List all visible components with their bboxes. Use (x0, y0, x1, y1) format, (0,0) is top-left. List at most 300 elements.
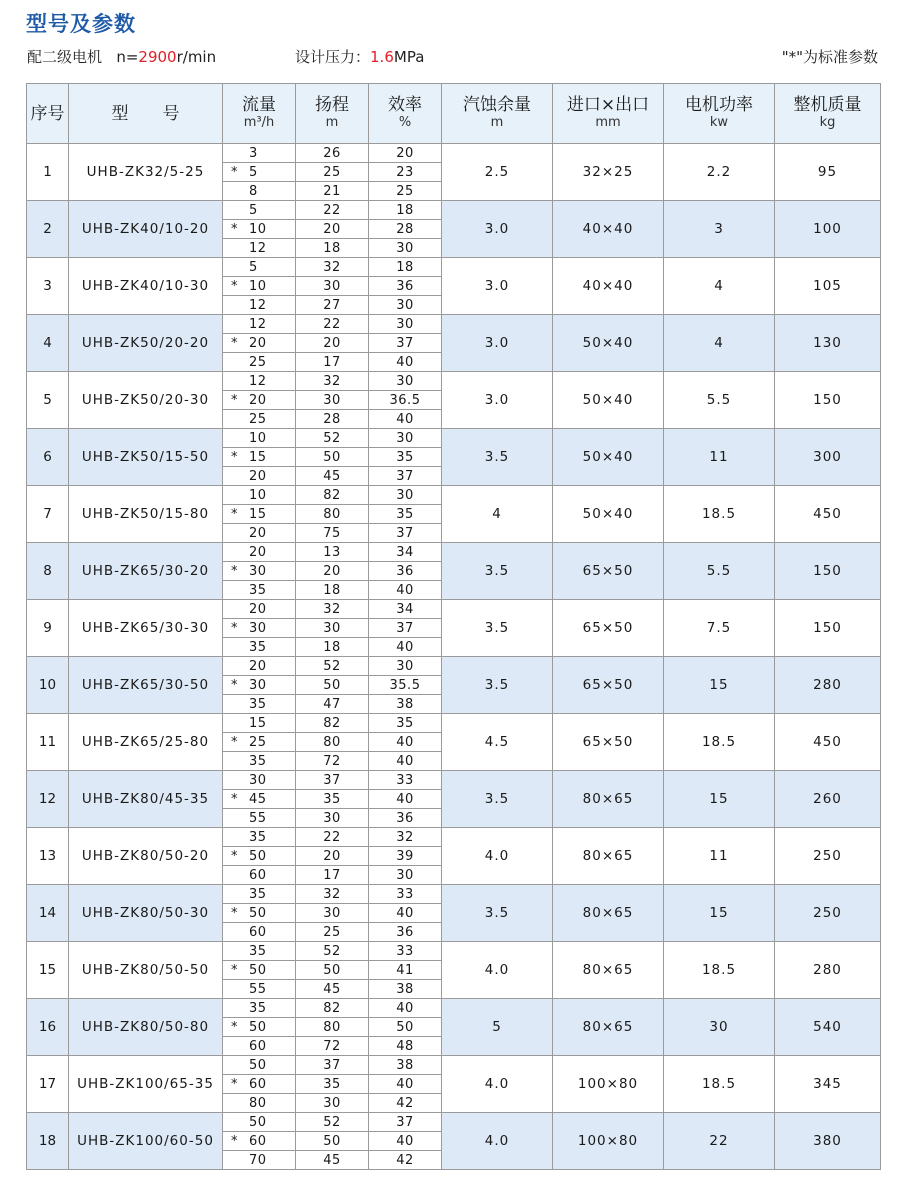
head-cell: 82 (296, 714, 369, 733)
motor-label: 配二级电机 (27, 48, 103, 66)
head-cell: 80 (296, 733, 369, 752)
flow-cell (223, 258, 296, 277)
header-npsh (442, 84, 553, 144)
head-cell: 50 (296, 676, 369, 695)
ports-cell: 100×80 (553, 1056, 664, 1113)
header-model-label: 型 号 (111, 103, 180, 124)
head-cell: 27 (296, 296, 369, 315)
mass-cell: 300 (775, 429, 881, 486)
head-cell: 82 (296, 486, 369, 505)
flow-cell (223, 866, 296, 885)
flow-cell (223, 904, 296, 923)
efficiency-cell: 32 (369, 828, 442, 847)
power-cell: 22 (664, 1113, 775, 1170)
table-row (27, 1056, 881, 1075)
table-row (27, 201, 881, 220)
flow-cell (223, 733, 296, 752)
head-cell: 37 (296, 771, 369, 790)
flow-value: 50 (249, 1114, 267, 1130)
mass-cell: 100 (775, 201, 881, 258)
head-cell: 28 (296, 410, 369, 429)
power-cell: 3 (664, 201, 775, 258)
flow-value: 20 (249, 392, 267, 408)
efficiency-cell: 35 (369, 448, 442, 467)
mass-cell: 130 (775, 315, 881, 372)
flow-value: 35 (249, 829, 267, 845)
flow-cell (223, 790, 296, 809)
model-cell: UHB-ZK65/30-30 (69, 600, 223, 657)
npsh-cell: 3.5 (442, 543, 553, 600)
ports-cell: 65×50 (553, 714, 664, 771)
efficiency-cell: 28 (369, 220, 442, 239)
flow-value: 55 (249, 810, 267, 826)
model-cell: UHB-ZK80/50-30 (69, 885, 223, 942)
head-cell: 22 (296, 201, 369, 220)
flow-value: 35 (249, 1000, 267, 1016)
flow-value: 20 (249, 335, 267, 351)
flow-cell (223, 144, 296, 163)
pressure-value: 1.6 (370, 48, 394, 66)
efficiency-cell: 18 (369, 201, 442, 220)
power-cell: 4 (664, 258, 775, 315)
head-cell: 20 (296, 334, 369, 353)
efficiency-cell: 40 (369, 353, 442, 372)
table-row (27, 600, 881, 619)
efficiency-cell: 18 (369, 258, 442, 277)
flow-cell (223, 543, 296, 562)
flow-cell (223, 505, 296, 524)
flow-value: 15 (249, 715, 267, 731)
table-row (27, 771, 881, 790)
npsh-cell: 5 (442, 999, 553, 1056)
flow-value: 35 (249, 943, 267, 959)
header-eff-unit: % (398, 114, 412, 130)
head-cell: 47 (296, 695, 369, 714)
flow-value: 60 (249, 1133, 267, 1149)
row-number-cell: 6 (27, 429, 69, 486)
ports-cell: 32×25 (553, 144, 664, 201)
power-cell: 30 (664, 999, 775, 1056)
flow-cell (223, 277, 296, 296)
efficiency-cell: 37 (369, 467, 442, 486)
standard-marker: * (231, 506, 238, 522)
efficiency-cell: 38 (369, 1056, 442, 1075)
header-npsh-label: 汽蚀余量 (463, 94, 531, 115)
efficiency-cell: 40 (369, 1075, 442, 1094)
row-number-cell: 1 (27, 144, 69, 201)
standard-marker: * (231, 677, 238, 693)
flow-cell (223, 1075, 296, 1094)
flow-value: 10 (249, 278, 267, 294)
model-cell: UHB-ZK50/20-20 (69, 315, 223, 372)
flow-value: 12 (249, 316, 267, 332)
efficiency-cell: 36 (369, 809, 442, 828)
flow-value: 60 (249, 924, 267, 940)
head-cell: 52 (296, 657, 369, 676)
row-number-cell: 16 (27, 999, 69, 1056)
flow-cell (223, 1056, 296, 1075)
efficiency-cell: 37 (369, 1113, 442, 1132)
efficiency-cell: 30 (369, 239, 442, 258)
head-cell: 45 (296, 1151, 369, 1170)
table-row (27, 1113, 881, 1132)
row-number-cell: 13 (27, 828, 69, 885)
flow-cell (223, 657, 296, 676)
table-header-row (27, 84, 881, 144)
flow-cell (223, 391, 296, 410)
efficiency-cell: 37 (369, 619, 442, 638)
flow-cell (223, 372, 296, 391)
power-cell: 15 (664, 885, 775, 942)
standard-marker: * (231, 848, 238, 864)
head-cell: 32 (296, 600, 369, 619)
row-number-cell: 7 (27, 486, 69, 543)
header-mass-label: 整机质量 (793, 94, 862, 115)
flow-value: 25 (249, 734, 267, 750)
flow-cell (223, 752, 296, 771)
head-cell: 50 (296, 961, 369, 980)
row-number-cell: 18 (27, 1113, 69, 1170)
head-cell: 35 (296, 1075, 369, 1094)
head-cell: 52 (296, 1113, 369, 1132)
flow-value: 15 (249, 506, 267, 522)
flow-cell (223, 714, 296, 733)
npsh-cell: 3.0 (442, 315, 553, 372)
head-cell: 30 (296, 277, 369, 296)
header-flow-label: 流量 (242, 94, 276, 115)
row-number-cell: 2 (27, 201, 69, 258)
mass-cell: 280 (775, 942, 881, 999)
table-row (27, 486, 881, 505)
flow-value: 20 (249, 544, 267, 560)
flow-value: 5 (249, 202, 258, 218)
model-cell: UHB-ZK32/5-25 (69, 144, 223, 201)
pressure-spec (295, 46, 424, 67)
power-cell: 18.5 (664, 486, 775, 543)
flow-cell (223, 1151, 296, 1170)
efficiency-cell: 48 (369, 1037, 442, 1056)
row-number-cell: 5 (27, 372, 69, 429)
efficiency-cell: 23 (369, 163, 442, 182)
head-cell: 17 (296, 353, 369, 372)
standard-marker: * (231, 335, 238, 351)
power-cell: 2.2 (664, 144, 775, 201)
model-cell: UHB-ZK100/65-35 (69, 1056, 223, 1113)
flow-value: 10 (249, 430, 267, 446)
standard-marker: * (231, 221, 238, 237)
mass-cell: 450 (775, 486, 881, 543)
row-number-cell: 17 (27, 1056, 69, 1113)
head-cell: 30 (296, 391, 369, 410)
header-head-unit: m (325, 114, 339, 130)
flow-value: 55 (249, 981, 267, 997)
power-cell: 11 (664, 429, 775, 486)
npsh-cell: 3.0 (442, 201, 553, 258)
power-cell: 5.5 (664, 372, 775, 429)
page-title: 型号及参数 (26, 12, 136, 36)
header-flow (223, 84, 296, 144)
header-mass (775, 84, 881, 144)
table-row (27, 657, 881, 676)
model-cell: UHB-ZK65/30-50 (69, 657, 223, 714)
npsh-cell: 3.5 (442, 885, 553, 942)
efficiency-cell: 40 (369, 733, 442, 752)
row-number-cell: 9 (27, 600, 69, 657)
speed-unit: r/min (176, 48, 217, 66)
head-cell: 30 (296, 1094, 369, 1113)
efficiency-cell: 35 (369, 505, 442, 524)
standard-marker: * (231, 449, 238, 465)
efficiency-cell: 30 (369, 372, 442, 391)
ports-cell: 50×40 (553, 315, 664, 372)
head-cell: 30 (296, 904, 369, 923)
efficiency-cell: 40 (369, 904, 442, 923)
head-cell: 35 (296, 790, 369, 809)
flow-cell (223, 562, 296, 581)
mass-cell: 260 (775, 771, 881, 828)
flow-cell (223, 885, 296, 904)
standard-marker: * (231, 164, 238, 180)
npsh-cell: 3.5 (442, 429, 553, 486)
power-cell: 18.5 (664, 1056, 775, 1113)
flow-cell (223, 695, 296, 714)
head-cell: 30 (296, 619, 369, 638)
npsh-cell: 4.0 (442, 1056, 553, 1113)
mass-cell: 105 (775, 258, 881, 315)
efficiency-cell: 40 (369, 638, 442, 657)
standard-marker: * (231, 734, 238, 750)
flow-value: 35 (249, 886, 267, 902)
standard-marker: * (231, 905, 238, 921)
flow-value: 35 (249, 753, 267, 769)
power-cell: 4 (664, 315, 775, 372)
mass-cell: 540 (775, 999, 881, 1056)
flow-value: 35 (249, 639, 267, 655)
flow-value: 60 (249, 867, 267, 883)
flow-value: 5 (249, 164, 258, 180)
efficiency-cell: 33 (369, 771, 442, 790)
mass-cell: 150 (775, 372, 881, 429)
motor-spec (27, 46, 216, 67)
header-eff-label: 效率 (388, 94, 422, 115)
table-row (27, 999, 881, 1018)
header-no-label: 序号 (30, 103, 65, 124)
flow-cell (223, 201, 296, 220)
head-cell: 32 (296, 885, 369, 904)
standard-marker: * (231, 962, 238, 978)
flow-cell (223, 315, 296, 334)
head-cell: 30 (296, 809, 369, 828)
ports-cell: 40×40 (553, 258, 664, 315)
flow-value: 60 (249, 1076, 267, 1092)
table-row (27, 714, 881, 733)
model-cell: UHB-ZK50/15-50 (69, 429, 223, 486)
table-row (27, 942, 881, 961)
model-cell: UHB-ZK50/15-80 (69, 486, 223, 543)
flow-cell (223, 1037, 296, 1056)
efficiency-cell: 42 (369, 1151, 442, 1170)
npsh-cell: 3.5 (442, 600, 553, 657)
flow-value: 20 (249, 658, 267, 674)
head-cell: 80 (296, 1018, 369, 1037)
table-body (27, 144, 881, 1170)
ports-cell: 40×40 (553, 201, 664, 258)
flow-value: 50 (249, 962, 267, 978)
model-cell: UHB-ZK50/20-30 (69, 372, 223, 429)
mass-cell: 95 (775, 144, 881, 201)
table-row (27, 144, 881, 163)
standard-marker: * (231, 392, 238, 408)
flow-cell (223, 1018, 296, 1037)
flow-value: 20 (249, 525, 267, 541)
efficiency-cell: 42 (369, 1094, 442, 1113)
flow-value: 50 (249, 1057, 267, 1073)
npsh-cell: 3.0 (442, 258, 553, 315)
flow-cell (223, 239, 296, 258)
head-cell: 20 (296, 562, 369, 581)
efficiency-cell: 36 (369, 923, 442, 942)
head-cell: 50 (296, 448, 369, 467)
flow-cell (223, 524, 296, 543)
efficiency-cell: 38 (369, 695, 442, 714)
speed-value: 2900 (138, 48, 177, 66)
flow-value: 25 (249, 354, 267, 370)
efficiency-cell: 36 (369, 277, 442, 296)
header-ports-unit: mm (595, 114, 621, 130)
flow-value: 12 (249, 240, 267, 256)
standard-marker: * (231, 278, 238, 294)
efficiency-cell: 25 (369, 182, 442, 201)
npsh-cell: 3.0 (442, 372, 553, 429)
efficiency-cell: 33 (369, 885, 442, 904)
flow-value: 50 (249, 1019, 267, 1035)
flow-value: 50 (249, 905, 267, 921)
header-no (27, 84, 69, 144)
head-cell: 72 (296, 1037, 369, 1056)
efficiency-cell: 40 (369, 581, 442, 600)
standard-marker: * (231, 563, 238, 579)
header-power (664, 84, 775, 144)
row-number-cell: 8 (27, 543, 69, 600)
mass-cell: 345 (775, 1056, 881, 1113)
power-cell: 5.5 (664, 543, 775, 600)
head-cell: 25 (296, 163, 369, 182)
efficiency-cell: 35 (369, 714, 442, 733)
ports-cell: 50×40 (553, 429, 664, 486)
flow-cell (223, 410, 296, 429)
header-head-label: 扬程 (315, 94, 349, 115)
flow-value: 12 (249, 373, 267, 389)
ports-cell: 80×65 (553, 942, 664, 999)
head-cell: 18 (296, 239, 369, 258)
ports-cell: 65×50 (553, 543, 664, 600)
head-cell: 13 (296, 543, 369, 562)
head-cell: 20 (296, 220, 369, 239)
flow-cell (223, 486, 296, 505)
ports-cell: 80×65 (553, 999, 664, 1056)
efficiency-cell: 37 (369, 334, 442, 353)
head-cell: 52 (296, 429, 369, 448)
efficiency-cell: 34 (369, 600, 442, 619)
standard-marker: * (231, 1133, 238, 1149)
npsh-cell: 3.5 (442, 771, 553, 828)
model-cell: UHB-ZK80/50-20 (69, 828, 223, 885)
efficiency-cell: 35.5 (369, 676, 442, 695)
flow-cell (223, 809, 296, 828)
head-cell: 82 (296, 999, 369, 1018)
efficiency-cell: 30 (369, 315, 442, 334)
npsh-cell: 3.5 (442, 657, 553, 714)
flow-value: 15 (249, 449, 267, 465)
power-cell: 18.5 (664, 714, 775, 771)
header-flow-unit: m³/h (243, 114, 275, 130)
head-cell: 75 (296, 524, 369, 543)
model-cell: UHB-ZK80/45-35 (69, 771, 223, 828)
flow-value: 80 (249, 1095, 267, 1111)
efficiency-cell: 40 (369, 410, 442, 429)
flow-cell (223, 296, 296, 315)
efficiency-cell: 33 (369, 942, 442, 961)
efficiency-cell: 36.5 (369, 391, 442, 410)
head-cell: 45 (296, 980, 369, 999)
flow-cell (223, 942, 296, 961)
npsh-cell: 4 (442, 486, 553, 543)
flow-cell (223, 600, 296, 619)
flow-cell (223, 961, 296, 980)
model-cell: UHB-ZK100/60-50 (69, 1113, 223, 1170)
flow-cell (223, 980, 296, 999)
efficiency-cell: 39 (369, 847, 442, 866)
flow-cell (223, 999, 296, 1018)
ports-cell: 65×50 (553, 657, 664, 714)
flow-value: 8 (249, 183, 258, 199)
mass-cell: 450 (775, 714, 881, 771)
efficiency-cell: 38 (369, 980, 442, 999)
mass-cell: 250 (775, 885, 881, 942)
table-row (27, 828, 881, 847)
head-cell: 25 (296, 923, 369, 942)
table-row (27, 315, 881, 334)
npsh-cell: 4.5 (442, 714, 553, 771)
flow-cell (223, 182, 296, 201)
row-number-cell: 4 (27, 315, 69, 372)
ports-cell: 80×65 (553, 885, 664, 942)
mass-cell: 280 (775, 657, 881, 714)
flow-value: 30 (249, 772, 267, 788)
flow-cell (223, 1132, 296, 1151)
model-cell: UHB-ZK65/30-20 (69, 543, 223, 600)
efficiency-cell: 40 (369, 752, 442, 771)
pressure-unit: MPa (393, 48, 425, 66)
efficiency-cell: 41 (369, 961, 442, 980)
head-cell: 18 (296, 638, 369, 657)
standard-marker: * (231, 620, 238, 636)
flow-cell (223, 163, 296, 182)
flow-cell (223, 1094, 296, 1113)
head-cell: 32 (296, 258, 369, 277)
head-cell: 37 (296, 1056, 369, 1075)
efficiency-cell: 40 (369, 1132, 442, 1151)
efficiency-cell: 37 (369, 524, 442, 543)
model-cell: UHB-ZK40/10-30 (69, 258, 223, 315)
power-cell: 18.5 (664, 942, 775, 999)
flow-value: 50 (249, 848, 267, 864)
model-cell: UHB-ZK40/10-20 (69, 201, 223, 258)
flow-value: 20 (249, 601, 267, 617)
efficiency-cell: 30 (369, 296, 442, 315)
head-cell: 17 (296, 866, 369, 885)
head-cell: 50 (296, 1132, 369, 1151)
